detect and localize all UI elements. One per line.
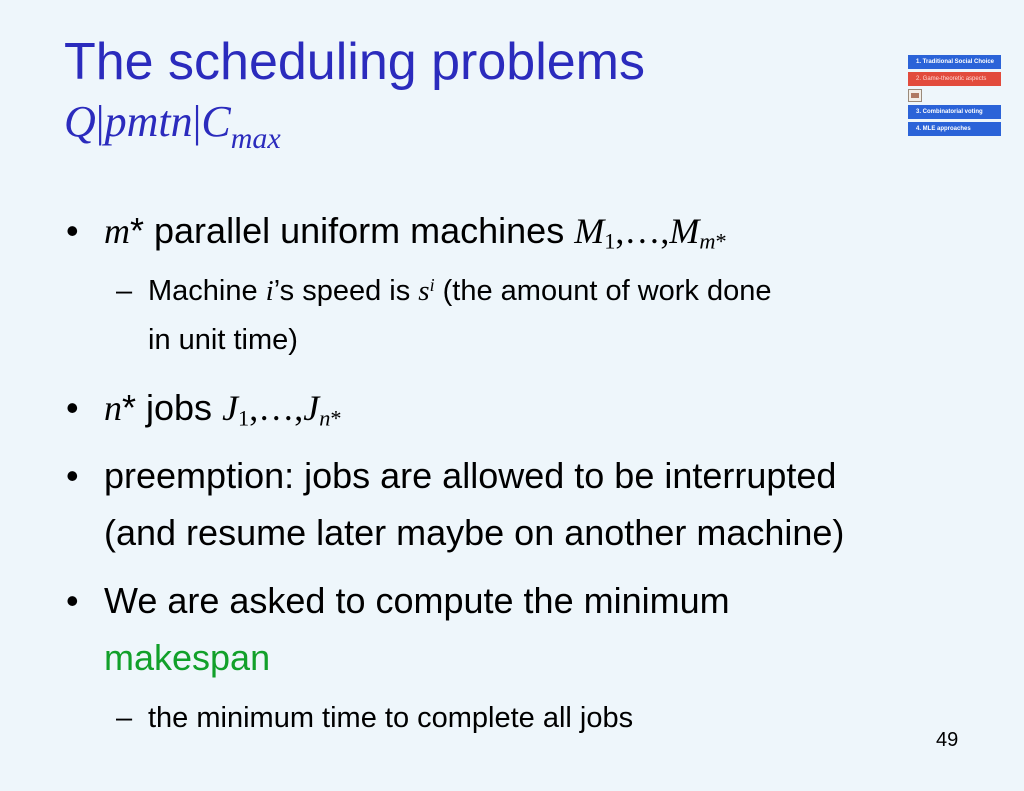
bullet-dot: • [66, 210, 79, 251]
bullet-dot: • [66, 387, 79, 428]
page-number: 49 [936, 729, 959, 751]
bullet-dot: • [66, 455, 79, 496]
math-ellipsis: ,…, [249, 388, 304, 428]
math-m1 [574, 211, 727, 254]
bullet-machines [104, 210, 727, 255]
math-m1-sub: 1 [604, 228, 616, 254]
slide-title: The scheduling problems [64, 33, 645, 91]
notation-separator: | [192, 97, 202, 146]
bullet-dot: • [66, 580, 79, 621]
math-jobs [222, 388, 342, 431]
math-jn-sub-star: * [330, 405, 342, 431]
math-mm-sub-star: * [715, 228, 727, 254]
math-jn-letter: J [303, 388, 320, 428]
math-s-sup: i [429, 275, 435, 296]
math-m: m [104, 211, 130, 251]
notation-q: Q [64, 97, 96, 146]
star: * [130, 210, 145, 251]
math-mm-letter: M [669, 211, 700, 251]
bullet-preemption-line2: (and resume later maybe on another machine) [104, 512, 845, 553]
math-ellipsis: ,…, [615, 211, 670, 251]
math-jn-sub [319, 406, 341, 431]
speed-mid: ’s speed is [273, 275, 419, 307]
notation-separator: | [95, 97, 105, 146]
nav-item-mle-approaches[interactable]: 4. MLE approaches [908, 122, 1001, 136]
math-n: n [104, 388, 122, 428]
bullet-jobs [104, 387, 342, 432]
sub-bullet-speed-cont: in unit time) [148, 324, 298, 356]
sub-bullet-dash: – [116, 275, 133, 307]
math-m1-letter: M [574, 211, 605, 251]
nav-item-game-theoretic-aspects[interactable]: 2. Game-theoretic aspects [908, 72, 1001, 86]
bullet-preemption-line1: preemption: jobs are allowed to be interrupted [104, 455, 837, 496]
math-jn-sub-var: n [319, 405, 331, 431]
slide-subtitle-notation [64, 97, 281, 155]
math-j1-sub: 1 [238, 405, 250, 431]
nav-item-traditional-social-choice[interactable]: 1. Traditional Social Choice [908, 55, 1001, 69]
section-thumbnail-icon [908, 89, 922, 102]
nav-item-combinatorial-voting[interactable]: 3. Combinatorial voting [908, 105, 1001, 119]
math-i: i [265, 275, 274, 307]
sub-bullet-makespan-def: the minimum time to complete all jobs [148, 702, 634, 734]
notation-pmtn: pmtn [104, 97, 193, 146]
sub-bullet-speed [148, 275, 772, 308]
math-s-i [418, 275, 434, 307]
speed-post: (the amount of work done [434, 275, 772, 307]
sub-bullet-dash: – [116, 702, 133, 734]
notation-c: C [201, 97, 231, 146]
bullet-makespan-line1: We are asked to compute the minimum [104, 580, 730, 621]
math-j1-letter: J [222, 388, 239, 428]
notation-max: max [230, 122, 281, 155]
star: * [122, 387, 137, 428]
bullet-machines-text: parallel uniform machines [144, 210, 575, 251]
math-s: s [418, 275, 430, 307]
math-mm-sub-var: m [699, 228, 716, 254]
section-nav [908, 55, 1001, 139]
math-mm-sub [699, 229, 726, 254]
bullet-jobs-text: jobs [136, 387, 223, 428]
makespan-highlight: makespan [104, 637, 271, 678]
speed-pre: Machine [148, 275, 266, 307]
